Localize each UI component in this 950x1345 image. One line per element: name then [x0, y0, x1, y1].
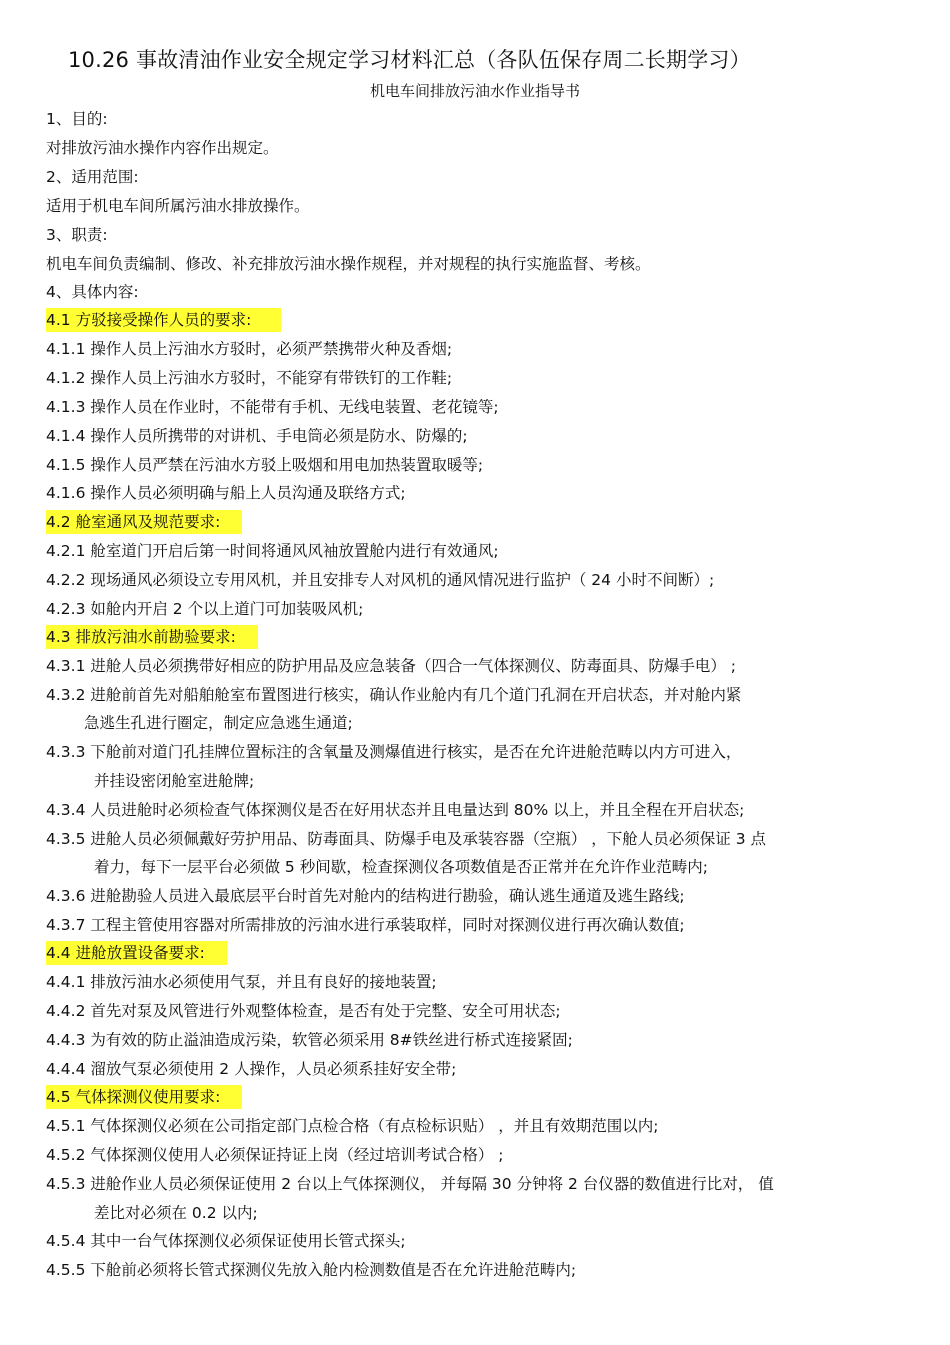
list-item: 4.5.4 其中一台气体探测仪必须保证使用长管式探头; — [46, 1232, 406, 1250]
paragraph: 对排放污油水操作内容作出规定。 — [46, 139, 279, 157]
paragraph: 适用于机电车间所属污油水排放操作。 — [46, 197, 310, 215]
list-item: 4.3.3 下舱前对道门孔挂牌位置标注的含氧量及测爆值进行核实，是否在允许进舱范畴以内方可进入， — [46, 743, 742, 761]
section-heading-scope: 2、适用范围: — [46, 168, 139, 186]
subsection-heading-4-4 — [46, 942, 227, 964]
list-item: 4.3.1 进舱人员必须携带好相应的防护用品及应急装备（四合一气体探测仪、防毒面具、防爆手电） ; — [46, 657, 737, 675]
list-item: 4.4.3 为有效的防止溢油造成污染，软管必须采用 8#铁丝进行桥式连接紧固; — [46, 1031, 573, 1049]
list-item: 4.4.2 首先对泵及风管进行外观整体检查，是否有处于完整、安全可用状态; — [46, 1002, 561, 1020]
list-item-continuation: 并挂设密闭舱室进舱牌; — [94, 772, 255, 790]
section-heading-duties: 3、职责: — [46, 226, 108, 244]
subsection-heading-4-5 — [46, 1086, 242, 1108]
list-item: 4.2.1 舱室道门开启后第一时间将通风风袖放置舱内进行有效通风; — [46, 542, 499, 560]
section-heading-content: 4、具体内容: — [46, 283, 139, 301]
list-item: 4.5.5 下舱前必须将长管式探测仪先放入舱内检测数值是否在允许进舱范畴内; — [46, 1261, 577, 1279]
highlighted-text: 4.2 舱室通风及规范要求: — [46, 510, 242, 534]
paragraph: 机电车间负责编制、修改、补充排放污油水操作规程，并对规程的执行实施监督、考核。 — [46, 255, 651, 273]
document-subtitle: 机电车间排放污油水作业指导书 — [369, 82, 580, 100]
list-item: 4.3.6 进舱勘验人员进入最底层平台时首先对舱内的结构进行勘验，确认逃生通道及逃生路线; — [46, 887, 685, 905]
list-item: 4.1.4 操作人员所携带的对讲机、手电筒必须是防水、防爆的; — [46, 427, 468, 445]
subsection-heading-4-2 — [46, 511, 242, 533]
list-item: 4.5.1 气体探测仪必须在公司指定部门点检合格（有点检标识贴） ，并且有效期范围以内; — [46, 1117, 659, 1135]
subsection-heading-4-1 — [46, 309, 281, 331]
list-item: 4.3.5 进舱人员必须佩戴好劳护用品、防毒面具、防爆手电及承装容器（空瓶） ，下舱人员必须保证 3 点 — [46, 830, 767, 848]
highlighted-text: 4.4 进舱放置设备要求: — [46, 941, 227, 965]
list-item: 4.1.2 操作人员上污油水方驳时，不能穿有带铁钉的工作鞋; — [46, 369, 453, 387]
list-item: 4.5.2 气体探测仪使用人必须保证持证上岗（经过培训考试合格） ; — [46, 1146, 504, 1164]
list-item: 4.1.1 操作人员上污油水方驳时，必须严禁携带火种及香烟; — [46, 340, 453, 358]
list-item: 4.4.4 溜放气泵必须使用 2 人操作，人员必须系挂好安全带; — [46, 1060, 457, 1078]
list-item-continuation: 急逃生孔进行圈定，制定应急逃生通道; — [84, 714, 353, 732]
highlighted-text: 4.1 方驳接受操作人员的要求: — [46, 308, 281, 332]
list-item-continuation: 差比对必须在 0.2 以内; — [94, 1204, 258, 1222]
list-item: 4.1.6 操作人员必须明确与船上人员沟通及联络方式; — [46, 484, 406, 502]
list-item: 4.4.1 排放污油水必须使用气泵，并且有良好的接地装置; — [46, 973, 437, 991]
list-item: 4.2.3 如舱内开启 2 个以上道门可加装吸风机; — [46, 600, 364, 618]
list-item: 4.3.4 人员进舱时必须检查气体探测仪是否在好用状态并且电量达到 80% 以上，并且全程在开启状态; — [46, 801, 745, 819]
subsection-heading-4-3 — [46, 626, 258, 648]
list-item: 4.5.3 进舱作业人员必须保证使用 2 台以上气体探测仪， 并每隔 30 分钟将 2 台仪器的数值进行比对， 值 — [46, 1175, 774, 1193]
list-item: 4.3.7 工程主管使用容器对所需排放的污油水进行承装取样，同时对探测仪进行再次确认数值; — [46, 916, 685, 934]
highlighted-text: 4.3 排放污油水前勘验要求: — [46, 625, 258, 649]
section-heading-purpose: 1、目的: — [46, 110, 108, 128]
document-title: 10.26 事故清油作业安全规定学习材料汇总（各队伍保存周二长期学习） — [68, 48, 751, 72]
list-item: 4.1.3 操作人员在作业时，不能带有手机、无线电装置、老花镜等; — [46, 398, 499, 416]
highlighted-text: 4.5 气体探测仪使用要求: — [46, 1085, 242, 1109]
list-item: 4.3.2 进舱前首先对船舶舱室布置图进行核实，确认作业舱内有几个道门孔洞在开启状态，并对舱内紧 — [46, 686, 742, 704]
list-item: 4.2.2 现场通风必须设立专用风机，并且安排专人对风机的通风情况进行监护（ 24 小时不间断）; — [46, 571, 715, 589]
list-item: 4.1.5 操作人员严禁在污油水方驳上吸烟和用电加热装置取暖等; — [46, 456, 484, 474]
list-item-continuation: 着力，每下一层平台必须做 5 秒间歇，检查探测仪各项数值是否正常并在允许作业范畴内; — [94, 858, 708, 876]
